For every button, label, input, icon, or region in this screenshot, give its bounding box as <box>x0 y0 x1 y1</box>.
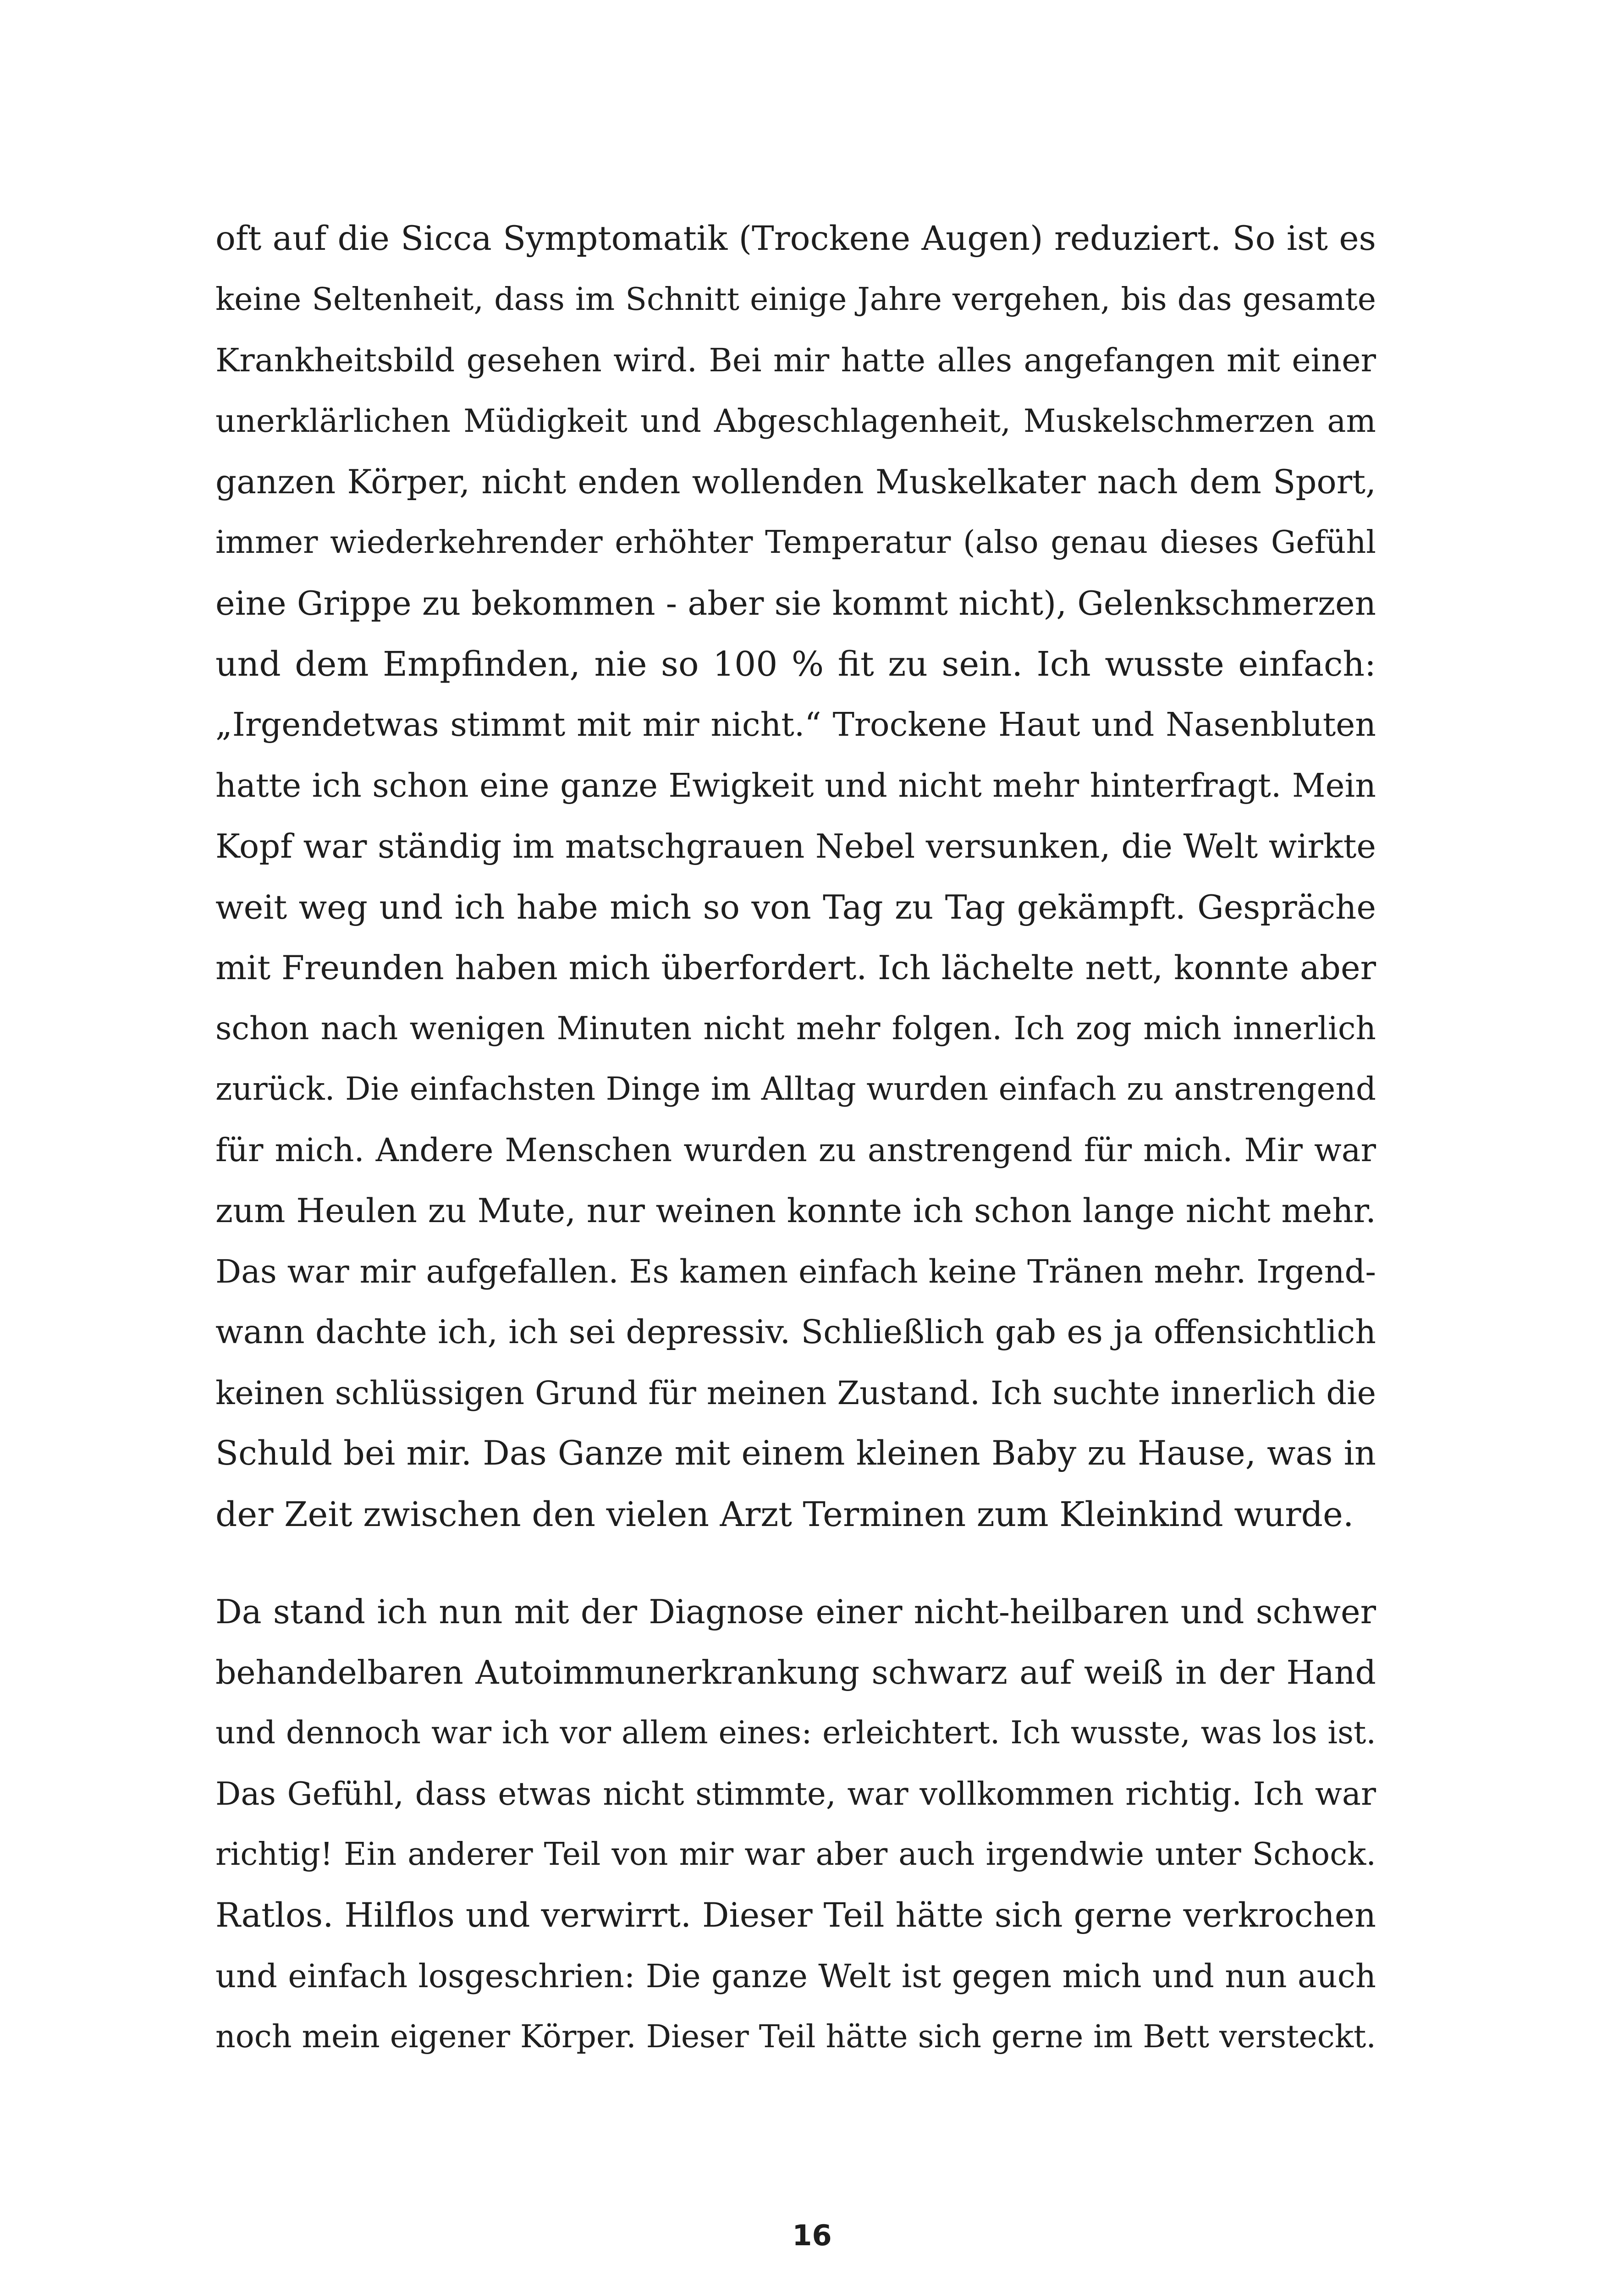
text-line: weit weg und ich habe mich so von Tag zu Tag gekämpft. Gespräche <box>215 887 1376 926</box>
text-line: Da stand ich nun mit der Diagnose einer nicht-heilbaren und schwer <box>215 1592 1376 1631</box>
text-line: Schuld bei mir. Das Ganze mit einem kleinen Baby zu Hause, was in <box>215 1434 1376 1473</box>
text-line: für mich. Andere Menschen wurden zu anstrengend für mich. Mir war <box>215 1131 1376 1169</box>
text-line: keine Seltenheit, dass im Schnitt einige Jahre vergehen, bis das gesamte <box>215 281 1376 318</box>
text-line: unerklärlichen Müdigkeit und Abgeschlagenheit, Muskelschmerzen am <box>215 402 1376 440</box>
paragraph-1 <box>215 209 1376 1545</box>
text-line: Kopf war ständig im matschgrauen Nebel versunken, die Welt wirkte <box>215 827 1376 865</box>
text-line: oft auf die Sicca Symptomatik (Trockene Augen) reduziert. So ist es <box>215 219 1376 258</box>
paragraph-2 <box>215 1581 1376 2067</box>
page-number: 16 <box>792 2219 832 2252</box>
text-line: zurück. Die einfachsten Dinge im Alltag wurden einfach zu anstrengend <box>215 1071 1376 1107</box>
text-line: ganzen Körper, nicht enden wollenden Muskelkater nach dem Sport, <box>215 463 1376 501</box>
text-line: zum Heulen zu Mute, nur weinen konnte ich schon lange nicht mehr. <box>215 1191 1376 1230</box>
text-line: keinen schlüssigen Grund für meinen Zustand. Ich suchte innerlich die <box>215 1374 1376 1412</box>
text-line: und einfach losgeschrien: Die ganze Welt ist gegen mich und nun auch <box>215 1957 1376 1995</box>
text-line: „Irgendetwas stimmt mit mir nicht.“ Trockene Haut und Nasenbluten <box>215 705 1376 744</box>
text-line: Das Gefühl, dass etwas nicht stimmte, war vollkommen richtig. Ich war <box>215 1775 1376 1813</box>
text-line: wann dachte ich, ich sei depressiv. Schließlich gab es ja offensichtlich <box>215 1313 1376 1351</box>
text-line: der Zeit zwischen den vielen Arzt Terminen zum Kleinkind wurde. <box>215 1494 1354 1534</box>
text-line: Das war mir aufgefallen. Es kamen einfach keine Tränen mehr. Irgend- <box>215 1252 1376 1290</box>
text-line: mit Freunden haben mich überfordert. Ich lächelte nett, konnte aber <box>215 948 1376 987</box>
text-line: richtig! Ein anderer Teil von mir war aber auch irgendwie unter Schock. <box>215 1836 1376 1873</box>
text-line: immer wiederkehrender erhöhter Temperatur (also genau dieses Gefühl <box>215 524 1376 561</box>
text-line: hatte ich schon eine ganze Ewigkeit und nicht mehr hinterfragt. Mein <box>215 766 1376 804</box>
text-line: und dem Empfinden, nie so 100 % fit zu sein. Ich wusste einfach: <box>215 644 1376 684</box>
text-line: eine Grippe zu bekommen - aber sie kommt nicht), Gelenkschmerzen <box>215 584 1376 623</box>
text-line: Ratlos. Hilflos und verwirrt. Dieser Teil hätte sich gerne verkrochen <box>215 1895 1376 1935</box>
text-line: und dennoch war ich vor allem eines: erleichtert. Ich wusste, was los ist. <box>215 1715 1376 1751</box>
text-line: schon nach wenigen Minuten nicht mehr folgen. Ich zog mich innerlich <box>215 1010 1376 1047</box>
text-line: behandelbaren Autoimmunerkrankung schwarz auf weiß in der Hand <box>215 1653 1376 1691</box>
text-line: noch mein eigener Körper. Dieser Teil hätte sich gerne im Bett versteckt. <box>215 2018 1376 2055</box>
text-line: Krankheitsbild gesehen wird. Bei mir hatte alles angefangen mit einer <box>215 342 1376 379</box>
